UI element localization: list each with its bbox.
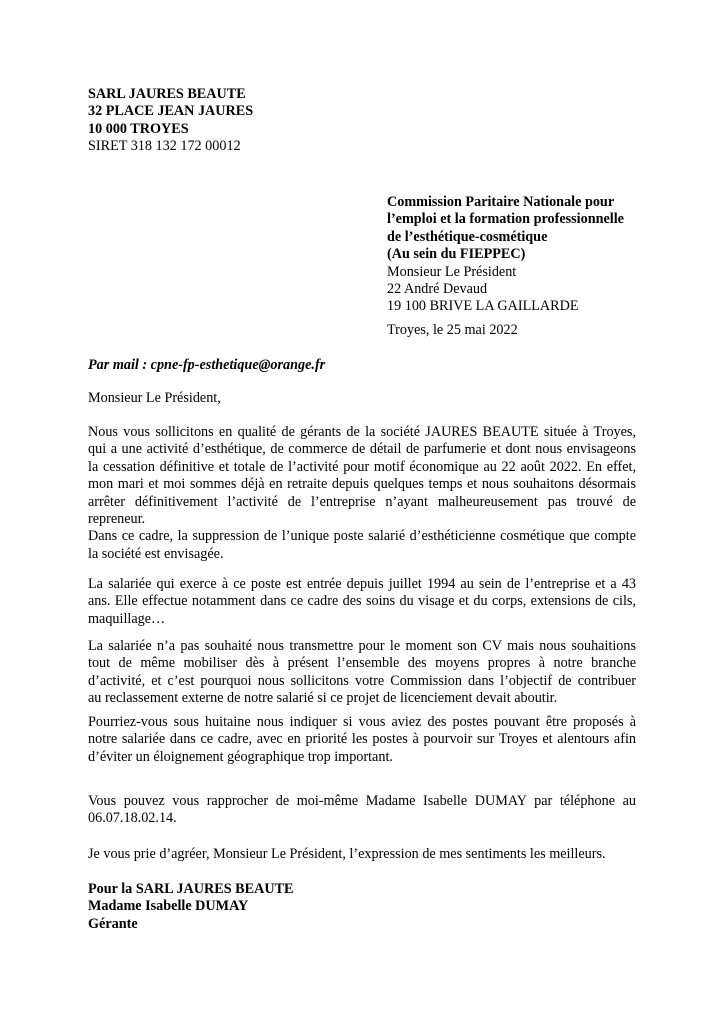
paragraph-3 (88, 638, 636, 708)
paragraph-1 (88, 424, 636, 563)
salutation (88, 390, 221, 407)
p4-line: Pourriez-vous sous huitaine nous indiquer si vous aviez des postes pouvant être proposés à (88, 714, 636, 730)
sender-siret: SIRET 318 132 172 00012 (88, 138, 241, 155)
p2-line: ans. Elle effectue notamment dans ce cadre des soins du visage et du corps, extensions de cils, (88, 593, 636, 610)
salutation-text: Monsieur Le Président, (88, 390, 221, 406)
recipient-city: 19 100 BRIVE LA GAILLARDE (387, 298, 579, 315)
recipient-org-line1: Commission Paritaire Nationale pour (387, 194, 615, 210)
p3-line: au reclassement externe de notre salarié si ce projet de licenciement devait aboutir. (88, 690, 558, 707)
signature-block (88, 881, 294, 933)
p1-line: mon mari et moi sommes déjà en retraite depuis quelques temps et nous souhaitons désormais (88, 476, 636, 493)
closing (88, 846, 606, 863)
p2-line: La salariée qui exerce à ce poste est entrée depuis juillet 1994 au sein de l’entreprise et a 43 (88, 576, 636, 592)
recipient-person: Monsieur Le Président (387, 263, 517, 280)
p1-line: repreneur. (88, 511, 146, 528)
closing-text: Je vous prie d’agréer, Monsieur Le Président, l’expression de mes sentiments les meilleurs. (88, 846, 606, 862)
place-date-text: Troyes, le 25 mai 2022 (387, 322, 518, 338)
p5-line: Vous pouvez vous rapprocher de moi-même Madame Isabelle DUMAY par téléphone au (88, 793, 636, 809)
p4-line: notre salariée dans ce cadre, avec en priorité les postes à pourvoir sur Troyes et alentours afin (88, 731, 636, 748)
p3-line: d’activité, et c’est pourquoi nous sollicitons votre Commission dans l’objectif de contribuer (88, 672, 636, 689)
p4-line: d’éviter un éloignement géographique trop important. (88, 748, 393, 765)
p3-line: tout de même mobiliser dès à présent l’ensemble des moyens propres à notre branche (88, 655, 636, 672)
paragraph-2 (88, 576, 636, 628)
sender-address: 32 PLACE JEAN JAURES (88, 103, 254, 120)
recipient-org-line3: de l’esthétique-cosmétique (387, 228, 548, 245)
by-mail-line (88, 357, 325, 374)
p2-line: maquillage… (88, 610, 166, 627)
place-date (387, 322, 518, 339)
by-mail-text: Par mail : cpne-fp-esthetique@orange.fr (88, 357, 326, 373)
paragraph-5 (88, 793, 636, 828)
recipient-block (387, 194, 624, 316)
p1-line: Dans ce cadre, la suppression de l’unique poste salarié d’esthéticienne cosmétique que compte (88, 528, 636, 545)
recipient-street: 22 André Devaud (387, 281, 488, 298)
paragraph-4 (88, 714, 636, 766)
signature-company: Pour la SARL JAURES BEAUTE (88, 881, 294, 897)
recipient-org-line4: (Au sein du FIEPPEC) (387, 246, 526, 263)
p5-line: 06.07.18.02.14. (88, 810, 177, 827)
signature-name: Madame Isabelle DUMAY (88, 898, 249, 915)
p1-line: qui a une activité d’esthétique, de commerce de détail de parfumerie et dont nous envisageons (88, 441, 636, 458)
sender-city: 10 000 TROYES (88, 120, 189, 137)
signature-title: Gérante (88, 915, 138, 932)
sender-block (88, 86, 253, 156)
sender-name: SARL JAURES BEAUTE (88, 86, 246, 102)
p1-line: la société est envisagée. (88, 545, 224, 562)
p1-line: Nous vous sollicitons en qualité de gérants de la société JAURES BEAUTE située à Troyes, (88, 424, 636, 440)
p1-line: la cessation définitive et totale de l’activité pour motif économique au 22 août 2022. En effet, (88, 458, 636, 475)
p3-line: La salariée n’a pas souhaité nous transmettre pour le moment son CV mais nous souhaitions (88, 638, 636, 654)
p1-line: arrêter définitivement l’activité de l’entreprise n’ayant malheureusement pas trouvé de (88, 493, 636, 510)
recipient-org-line2: l’emploi et la formation professionnelle (387, 211, 624, 228)
